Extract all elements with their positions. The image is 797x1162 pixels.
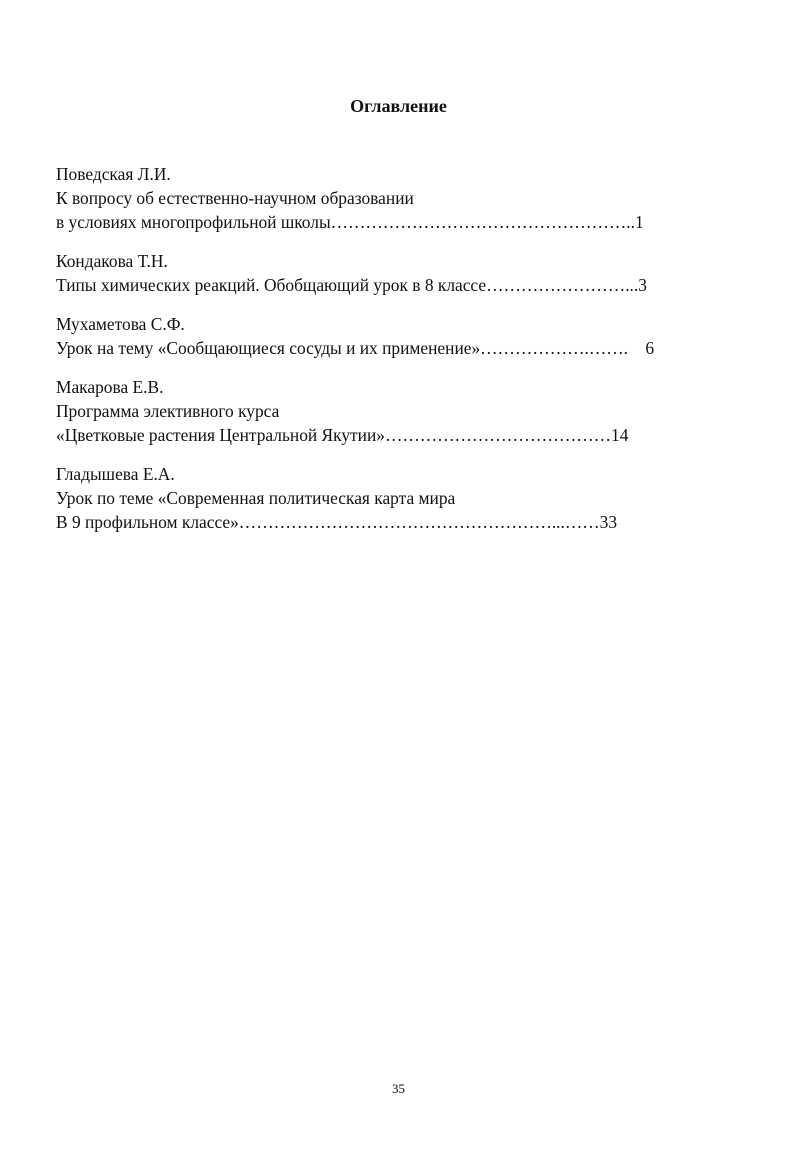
entry-title-line-with-page: «Цветковые растения Центральной Якутии»…………………………………14 xyxy=(56,425,629,445)
entry-author: Мухаметова С.Ф. xyxy=(56,314,185,334)
entry-author: Кондакова Т.Н. xyxy=(56,251,168,271)
entry-author: Гладышева Е.А. xyxy=(56,464,175,484)
entry-title-line-with-page: Урок на тему «Сообщающиеся сосуды и их применение»……………….……. 6 xyxy=(56,338,655,358)
toc-entry xyxy=(56,249,720,297)
page-number: 35 xyxy=(392,1081,405,1096)
entry-title-line-with-page: Типы химических реакций. Обобщающий урок в 8 классе……………………...3 xyxy=(56,275,647,295)
entry-author: Макарова Е.В. xyxy=(56,377,164,397)
entry-title-line: Урок по теме «Современная политическая карта мира xyxy=(56,488,456,508)
entry-title-line: К вопросу об естественно-научном образовании xyxy=(56,188,414,208)
entry-title-line-with-page: В 9 профильном классе»………………………………………………...……33 xyxy=(56,512,618,532)
entry-author: Поведская Л.И. xyxy=(56,164,171,184)
table-of-contents xyxy=(56,162,720,549)
entry-title-line: Программа элективного курса xyxy=(56,401,280,421)
toc-entry xyxy=(56,462,720,534)
toc-entry xyxy=(56,162,720,234)
toc-entry xyxy=(56,312,720,360)
page-title: Оглавление xyxy=(350,96,447,116)
toc-entry xyxy=(56,375,720,447)
entry-title-line-with-page: в условиях многопрофильной школы……………………………………………..1 xyxy=(56,212,644,232)
